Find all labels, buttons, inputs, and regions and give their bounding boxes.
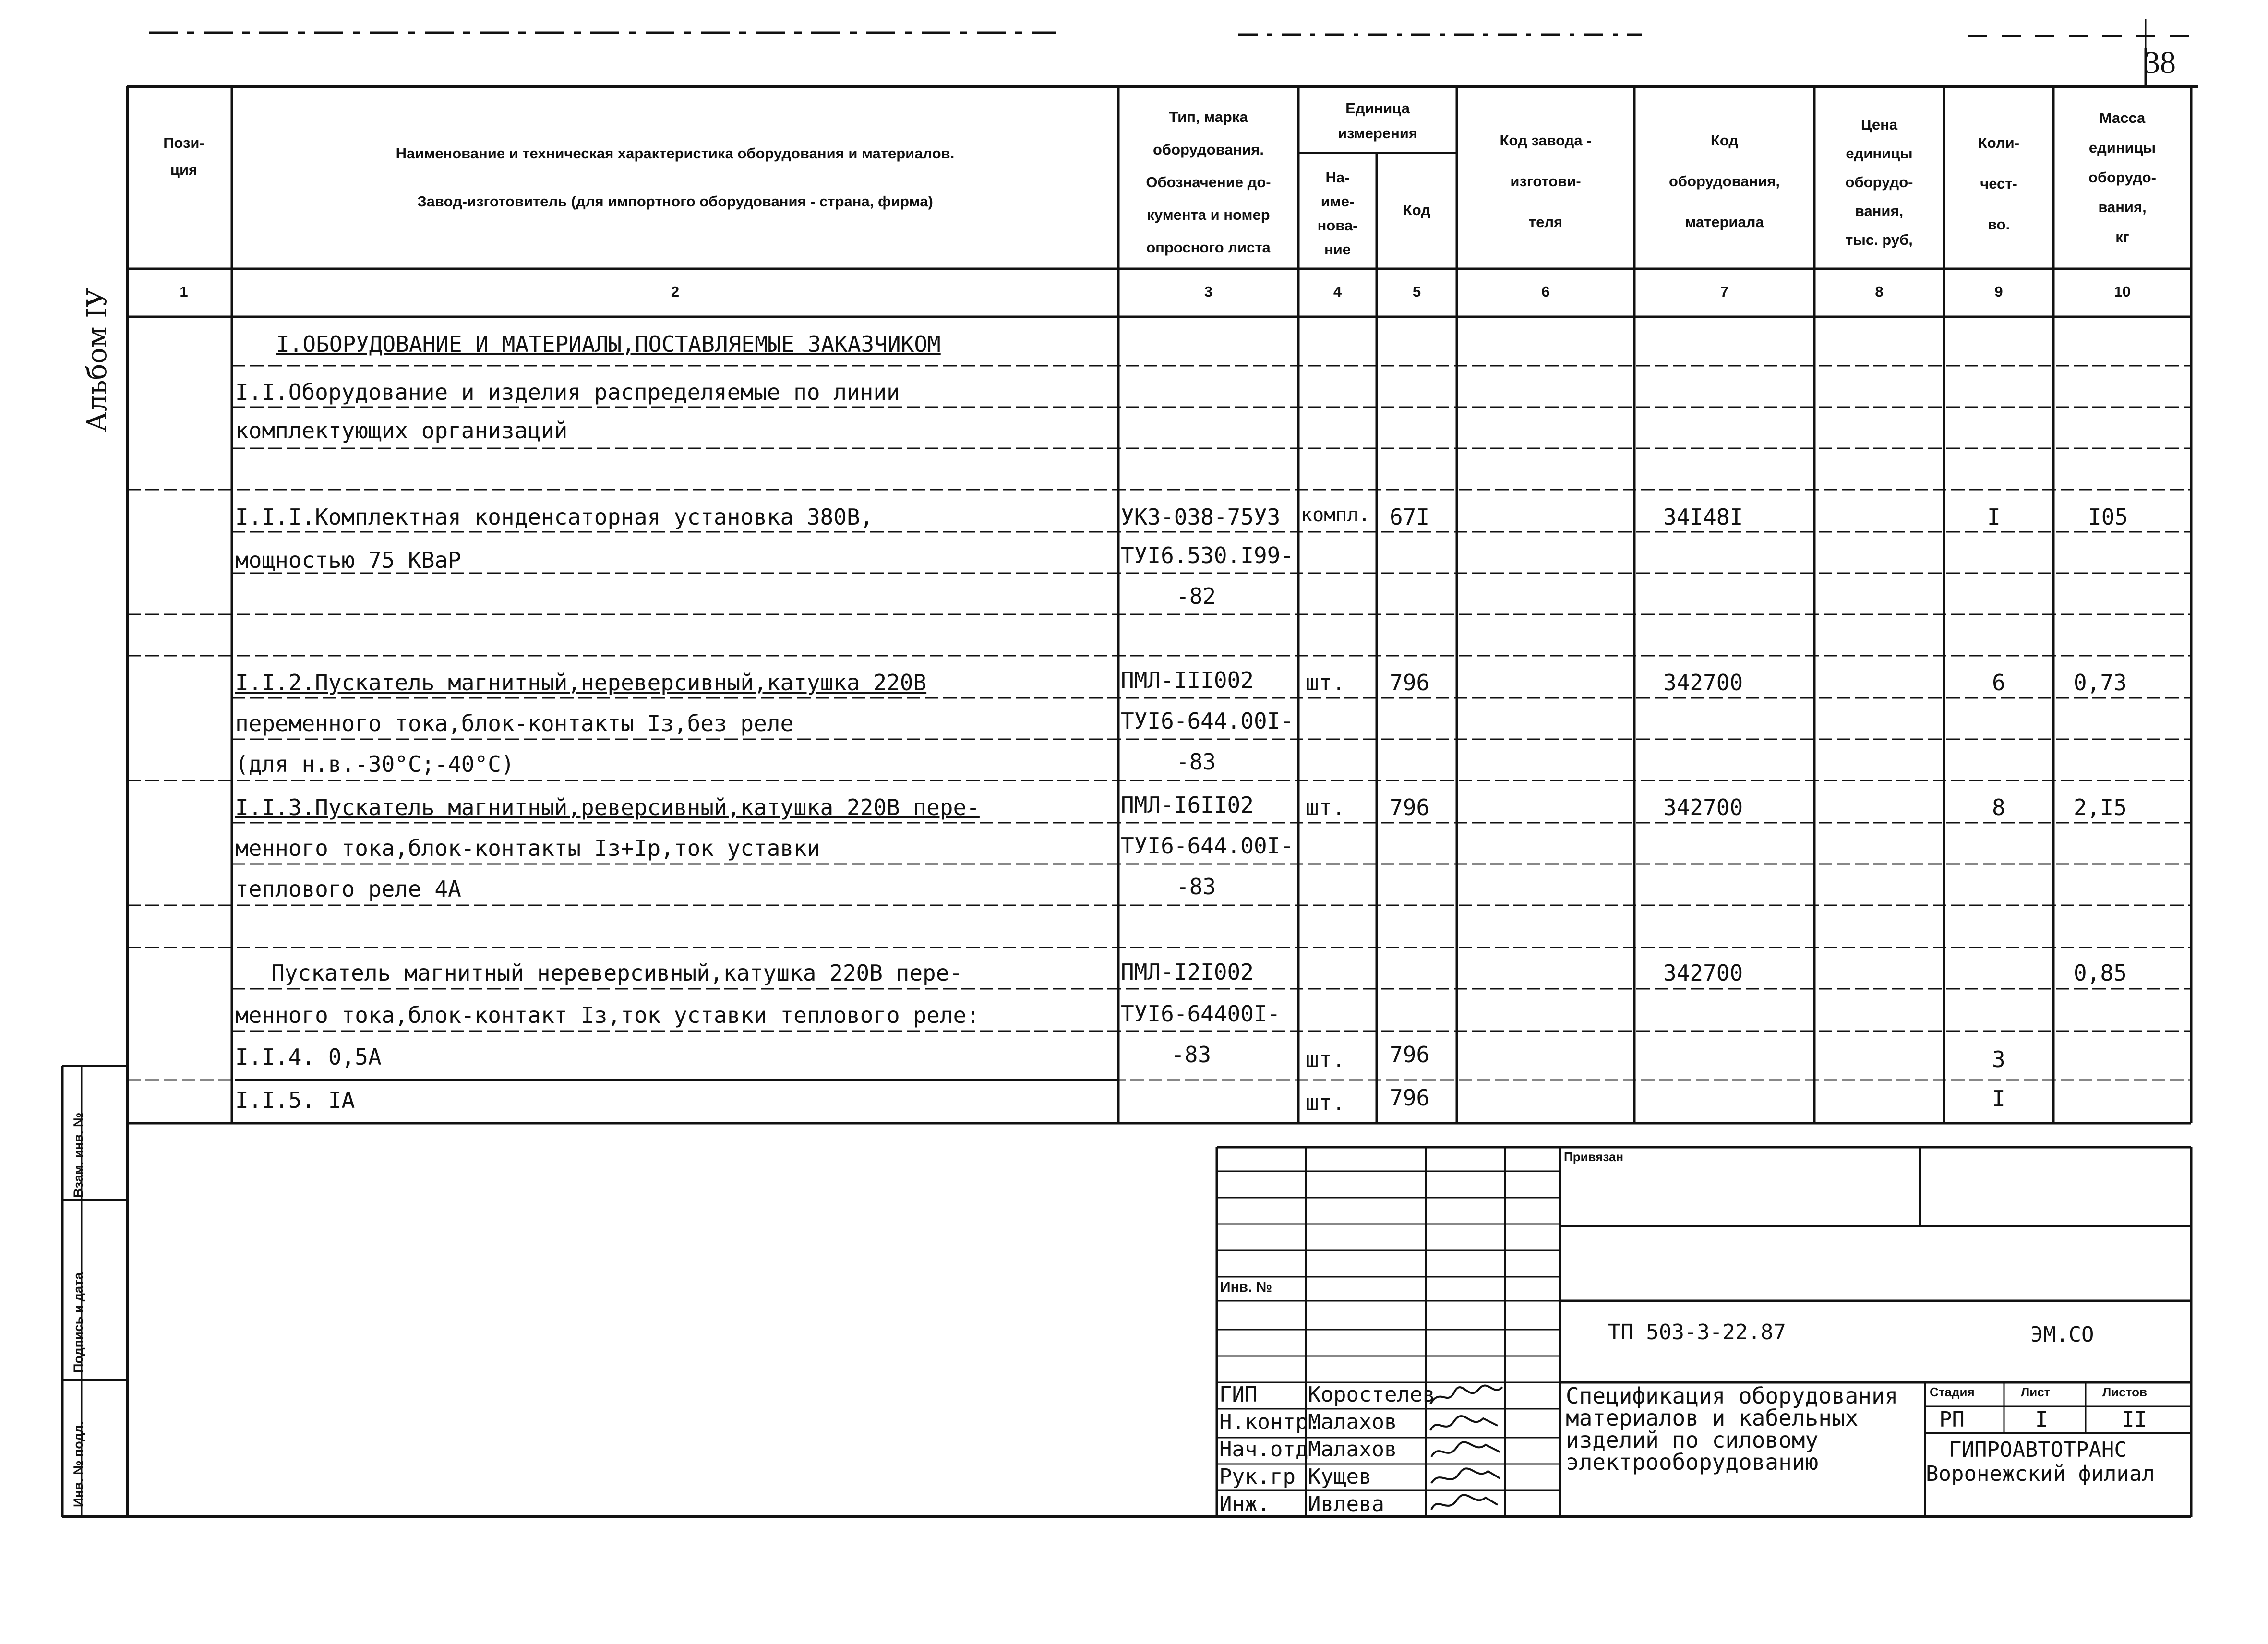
column-number: 10 — [2114, 283, 2131, 300]
item-unit: шт. — [1306, 794, 1346, 820]
role-gip: ГИП — [1219, 1382, 1258, 1407]
item-mass: 0,73 — [2074, 670, 2127, 696]
item-name: I.I.4. 0,5А — [235, 1044, 382, 1070]
column-number: 1 — [180, 283, 188, 300]
item-type: -83 — [1171, 1042, 1212, 1068]
column-number: 5 — [1412, 283, 1421, 300]
item-type: -82 — [1176, 583, 1216, 609]
item-qty: 3 — [1992, 1046, 2005, 1072]
item-name: теплового реле 4А — [235, 876, 461, 902]
item-type: ПМЛ-I2I002 — [1121, 959, 1254, 985]
role-inzh: Инж. — [1219, 1492, 1270, 1516]
header-factory-code: Код завода - изготови- теля — [1500, 132, 1592, 230]
item-unit-code: 796 — [1390, 1085, 1430, 1111]
item-type: УКЗ-038-75УЗ — [1121, 504, 1281, 530]
section-heading: I.ОБОРУДОВАНИЕ И МАТЕРИАЛЫ,ПОСТАВЛЯЕМЫЕ ЗАКАЗЧИКОМ — [276, 331, 941, 357]
item-name: переменного тока,блок-контакты Iз,без реле — [235, 710, 794, 736]
column-number: 4 — [1333, 283, 1342, 300]
item-name: менного тока,блок-контакты Iз+Iр,ток уставки — [235, 835, 820, 861]
name-nachotd: Малахов — [1308, 1437, 1397, 1462]
header-unit-group: Единица измерения — [1338, 100, 1417, 142]
stamp-inv-podl: Инв. № подл. — [71, 1421, 85, 1507]
sheets-value: II — [2122, 1407, 2147, 1432]
item-name: Пускатель магнитный нереверсивный,катушка 220В пере- — [271, 960, 963, 986]
item-code: 34I48I — [1663, 504, 1743, 530]
sheet-label: Лист — [2021, 1385, 2051, 1399]
item-qty: 8 — [1992, 794, 2005, 820]
item-qty: I — [1992, 1086, 2005, 1112]
header-type: Тип, марка оборудования. Обозначение до- кумента и номер опросного листа — [1146, 108, 1271, 256]
role-nkontr: Н.контр. — [1219, 1410, 1321, 1434]
item-unit: компл. — [1301, 504, 1370, 526]
sheets-label: Листов — [2102, 1385, 2147, 1399]
item-unit-code: 796 — [1390, 1042, 1430, 1068]
item-name: мощностью 75 КВаР — [235, 547, 461, 573]
role-nachotd: Нач.отд — [1219, 1437, 1308, 1462]
name-gip: Коростелев — [1308, 1382, 1435, 1407]
header-unit-code: Код — [1403, 202, 1431, 218]
item-unit-code: 67I — [1390, 504, 1430, 530]
header-position: Пози- ция — [163, 134, 204, 178]
doc-code: ТП 503-3-22.87 — [1608, 1320, 1786, 1344]
column-number: 3 — [1204, 283, 1213, 300]
stamp-podpis-data: Подпись и дата — [71, 1272, 85, 1373]
item-code: 342700 — [1663, 960, 1743, 986]
doc-mark: ЭМ.СО — [2030, 1322, 2094, 1347]
inv-no-label: Инв. № — [1220, 1279, 1272, 1295]
header-quantity: Коли- чест- во. — [1978, 134, 2020, 233]
stage-label: Стадия — [1930, 1385, 1975, 1399]
sheet-value: I — [2035, 1407, 2048, 1432]
header-unit-name: На- име- нова- ние — [1317, 169, 1358, 258]
item-type: ПМЛ-III002 — [1121, 667, 1254, 693]
header-mass: Масса единицы оборудо- вания, кг — [2088, 109, 2156, 245]
header-name: Наименование и техническая характеристика оборудования и материалов. Завод-изготовитель (для импортного оборудования - страна, фирма) — [396, 145, 955, 210]
item-type: ТУI6.530.I99- — [1121, 542, 1294, 568]
item-unit-code: 796 — [1390, 670, 1430, 696]
page-number: 38 — [2144, 45, 2176, 80]
item-mass: 0,85 — [2074, 960, 2127, 986]
org-name: ГИПРОАВТОТРАНС — [1949, 1438, 2127, 1462]
item-type: ПМЛ-I6II02 — [1121, 792, 1254, 818]
item-type: -83 — [1176, 874, 1216, 900]
signatures — [1426, 1382, 1505, 1517]
item-name: (для н.в.-30°С;-40°С) — [235, 751, 515, 777]
column-number: 9 — [1994, 283, 2003, 300]
item-type: ТУI6-64400I- — [1121, 1001, 1281, 1027]
item-name: I.I.2.Пускатель магнитный,нереверсивный,катушка 220В — [235, 670, 927, 696]
name-nkontr: Малахов — [1308, 1410, 1397, 1434]
item-qty: I — [1987, 504, 2001, 530]
header-price: Цена единицы оборудо- вания, тыс. руб, — [1845, 116, 1913, 248]
item-name: менного тока,блок-контакт Iз,ток уставки теплового реле: — [235, 1002, 980, 1028]
album-label: Альбом IУ — [82, 288, 113, 432]
privyazan-label: Привязан — [1564, 1150, 1624, 1164]
item-unit-code: 796 — [1390, 794, 1430, 820]
item-type: -83 — [1176, 749, 1216, 775]
item-code: 342700 — [1663, 670, 1743, 696]
item-code: 342700 — [1663, 794, 1743, 820]
item-qty: 6 — [1992, 670, 2005, 696]
name-inzh: Ивлева — [1308, 1492, 1384, 1516]
subsection-heading: I.I.Оборудование и изделия распределяемые по линии — [235, 379, 900, 405]
item-type: ТУI6-644.00I- — [1121, 833, 1294, 859]
document-title: Спецификация оборудования материалов и кабельных изделий по силовому электрооборудованию — [1566, 1383, 1898, 1475]
item-unit: шт. — [1306, 670, 1346, 696]
item-type: ТУI6-644.00I- — [1121, 708, 1294, 734]
column-number: 8 — [1875, 283, 1884, 300]
header-equipment-code: Код оборудования, материала — [1668, 132, 1780, 230]
stamp-vzam-inv: Взам. инв. № — [71, 1112, 85, 1198]
subsection-heading-cont: комплектующих организаций — [235, 418, 568, 444]
stage-value: РП — [1939, 1407, 1965, 1432]
item-mass: I05 — [2088, 504, 2128, 530]
column-number: 2 — [671, 283, 680, 300]
column-number: 6 — [1541, 283, 1550, 300]
item-name: I.I.5. IА — [235, 1087, 355, 1113]
item-unit: шт. — [1306, 1090, 1346, 1116]
item-name: I.I.I.Комплектная конденсаторная установка 380В, — [235, 504, 874, 530]
item-name: I.I.3.Пускатель магнитный,реверсивный,катушка 220В пере- — [235, 794, 980, 820]
column-number: 7 — [1720, 283, 1729, 300]
item-mass: 2,I5 — [2074, 794, 2127, 820]
role-rukgr: Рук.гр — [1219, 1464, 1296, 1489]
name-rukgr: Кущев — [1308, 1464, 1372, 1489]
org-branch: Воронежский филиал — [1926, 1462, 2155, 1486]
item-unit: шт. — [1306, 1046, 1346, 1072]
